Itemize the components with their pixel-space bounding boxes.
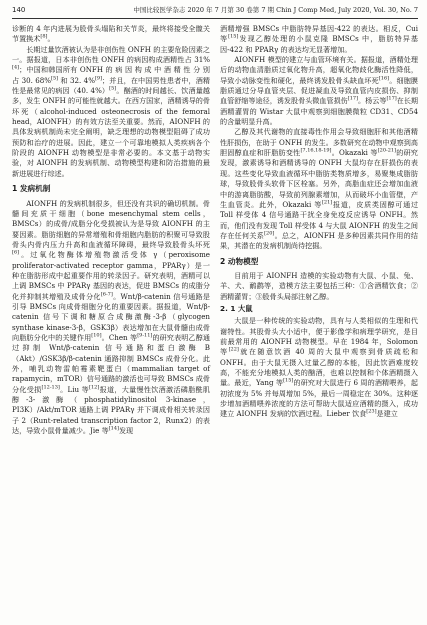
section-heading: 1 发病机制 [12,184,51,194]
paragraph: AIONFH 模型的建立与血管环境有关。据报道，酒精处理后的动物血清脂质过氧化物升高，超氧化物歧化酶活性降低，导致小动脉变性和硬化，最终诱发股骨头缺血坏死[16]。细胞膜脂质通过分导血管夹层、促进凝血及导致血管内皮损伤、抑制血管舒缩等途径，诱发股骨头微血管损伤[17]。杨云等[17]在长期酒精灌胃的 Wistar 大鼠中观察到细胞膜微粒 CD31、CD54 的含量明显升高。 [220,55,419,127]
page-number: 140 [12,6,26,14]
journal-citation: 中国比较医学杂志 2020 年 7 月第 30 卷第 7 期 Chin J Comp Med, July 2020, Vol. 30, No. 7 [133,6,418,14]
section-heading: 2 动物模型 [220,256,259,266]
paragraph: AIONFH 的发病机制很多，但还没有共识的确切机制。骨髓间充质干细胞（bone mesenchymal stem cells，BMSCs）的成骨/成脂分化受损被认为是导致 AIONFH 的主要因素。脂肪细胞的异常增殖和骨细胞内脂肪的积聚可导致股骨头内骨内压力升高和血液循环障碍，最终导致股骨头坏死[6]。过氧化物酶体增殖物激活受体 γ（peroxisome proliferator-activated receptor gamma，PPARγ）是一种在脂肪形成中起重要作用的转录因子。研究表明，酒精可以上调 BMSCs 中 PPARγ 基因的表达，促进 BMSCs 的成脂分化并抑制其增殖及成骨分化[6-7]。Wnt/β-catenin 信号通路是引导 BMSCs 向成骨细胞分化的重要因素。据报道，Wnt/β-catenin 信号下调和糖原合成酶激酶-3-β（glycogen synthase kinase-3-β，GSK3β）表达增加在大鼠骨髓由成骨向脂肪分化中的关键作用[10]。Chen 等[9-11]的研究表明乙醇通过抑制 Wnt/β-catenin 信号通路和蛋白激酶 B（Akt）/GSK3β/β-catenin 通路抑制 BMSCs 成骨分化。此外，哺乳动物雷帕霉素靶蛋白（mammalian target of rapamycin，mTOR）信号通路的激活也可导致 BMSCs 成骨分化受损[12-13]。Liu 等[12]报道，大量慢性饮酒激活磷脂酰肌醇-3-激酶（phosphatidylinositol 3-kinase，PI3K）/Akt/mTOR 通路上调 PPARγ 并下调成骨相关转录因子 2（Runt-related transcription factor 2，Runx2）的表达，导致小鼠骨量减少。Jie 等[14]发现 [12,198,211,436]
paragraph: 目前用于 AIONFH 造模的实验动物有大鼠、小鼠、兔、羊、犬、鸸鹋等，造模方法主要包括三种：①含酒精饮食；②酒精灌胃；③股骨头局部注射乙醇。 [220,270,418,301]
paragraph: 乙醇及其代谢物的直接毒性作用会导致细胞肝和其他酒精性肝损伤，在助于 ONFH 的发生。多数研究在动物中观察到高胆固醇血症和肝脂肪变性[7,16,18-19]。Okazaki 等[20-21]的研究发现，激素诱导和酒精诱导的 ONFH 大鼠均存在肝损伤的表现。这些变化导致血液循环中脂肪类物质增多，易聚集成脂肪球，导致股骨头软骨下区栓塞。另外，高脂血症还会增加血液中的游离脂肪酸，导致前列腺素增加，从而破坏小血管壁，产生血管炎。此外，Okazaki 等[21]报道，皮质类固醇可通过 Toll 样受体 4 信号通路干扰全身免疫反应诱导 ONFH。然而，他们没有发现 Toll 样受体 4 与大鼠 AIONFH 的发生之间存在任何关系[20]。总之，AIONFH 是多种因素共同作用的结果，其潜在的发病机制尚待挖掘。 [220,127,419,251]
paragraph: 诊断的 4 年内进展为股骨头塌陷和关节炎，最终将接受全髋关节置换术[8]。 [12,24,210,44]
paragraph: 酒精增强 BMSCs 中脂肪特异基因-422 的表达。相反，Cui 等[15]发现乙醇处理的小鼠克隆 BMSCs 中，脂肪特异基因-422 和 PPARγ 的表达均无显著增加。 [220,24,419,54]
running-header [12,5,418,19]
left-column [12,24,210,436]
paragraph: 大鼠是一种传统的实验动物，具有与人类相似的生理和代谢特性。其股骨头大小适中，便于影像学和病理学研究，是目前最常用的 AIONFH 动物模型。早在 1984 年，Solomon 等[22]就在随意饮酒 40 周的大鼠中观察到骨质疏松和 ONFH。由于大鼠无摄入过量乙醇的本能，因此饮酒难度较高，不能充分地模拟人类的酗酒，也难以控制和个体酒精摄入量。最近，Yang 等[15]的研究对大鼠进行 6 周的酒精喂养，起初浓度为 5% 并每周增加 5%，最后一周稳定在 30%。这种逐步增加酒精喂养浓度的方法可帮助大鼠适应酒精的摄入，成功建立 AIONFH 发病的饮酒过程。Lieber 饮食[23]是建立 [220,316,418,419]
right-column [220,24,418,436]
subsection-heading: 2. 1 大鼠 [220,303,253,313]
paragraph: 长期过量饮酒被认为是非创伤性 ONFH 的主要危险因素之一。据报道，日本非创伤性 ONFH 的病因构成酒精性占 31%[4]；中国和韩国所有 ONFH 的 病 因 构 成 中 酒 精 性 分 别 占 30. 68%[5] 和 32. 4%[9]；并且，在中国男性患者中，酒精性是最常见的病因（40. 4%）[5]。酗酒的时间越长、饮酒量越多，发生 ONFH 的可能性就越大。在西方国家，酒精诱导的骨坏死（alcohol-induced osteonecrosis of the femoral head，AIONFH）的有效方法至关重要。然而，AIONFH 的具体发病机制尚未完全阐明，缺乏理想的动物模型阻碍了成功预防和治疗的进展。因此，建立一个可靠地模拟人类疾病各个阶段的 AIONFH 动物模型是非常必要的。本文基于动物实验，对 AIONFH 的发病机制、动物模型构建和防治措施的最新进展进行综述。 [12,44,211,178]
